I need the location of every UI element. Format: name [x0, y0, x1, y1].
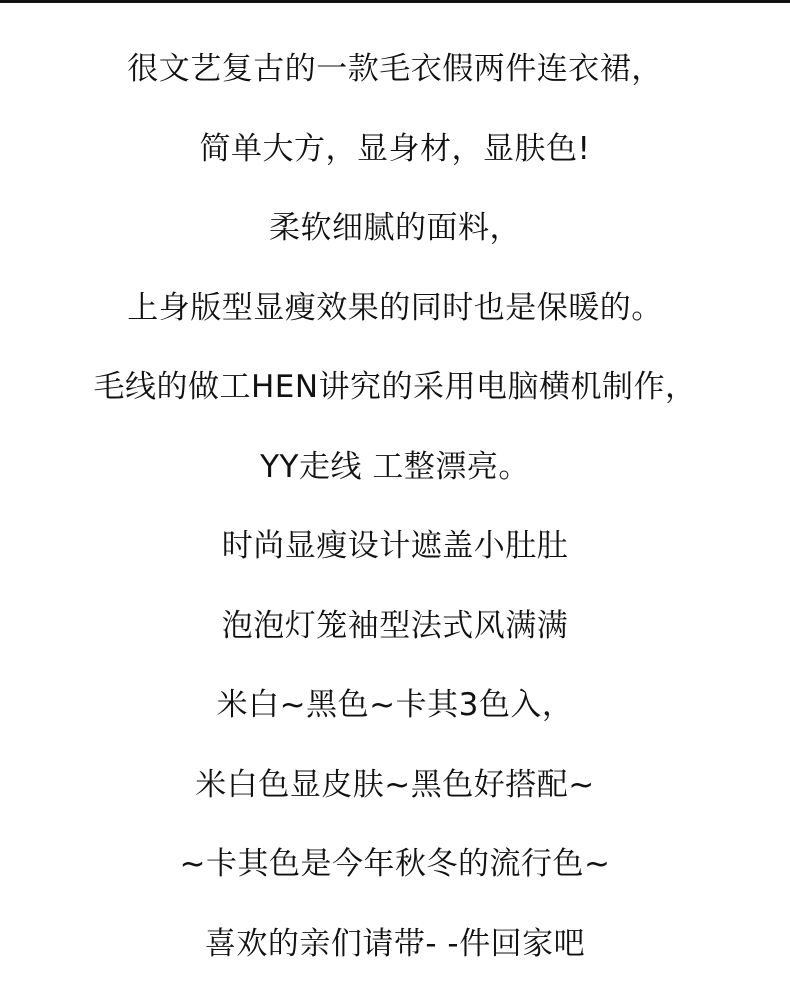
description-line-6: YY走线 工整漂亮。 [0, 428, 790, 508]
description-line-3: 柔软细腻的面料， [0, 189, 790, 269]
product-description [0, 30, 790, 984]
description-line-8: 泡泡灯笼袖型法式风满满 [0, 587, 790, 667]
top-divider [0, 0, 790, 3]
description-line-9: 米白~黑色~卡其3色入， [0, 666, 790, 746]
description-line-2: 简单大方，显身材，显肤色! [0, 110, 790, 190]
description-line-5: 毛线的做工HEN讲究的采用电脑横机制作， [0, 348, 790, 428]
description-line-10: 米白色显皮肤~黑色好搭配~ [0, 746, 790, 826]
description-line-7: 时尚显瘦设计遮盖小肚肚 [0, 507, 790, 587]
description-line-12: 喜欢的亲们请带- -件回家吧 [0, 905, 790, 984]
description-line-4: 上身版型显瘦效果的同时也是保暖的。 [0, 269, 790, 349]
description-line-11: ~卡其色是今年秋冬的流行色~ [0, 825, 790, 905]
description-line-1: 很文艺复古的一款毛衣假两件连衣裙， [0, 30, 790, 110]
